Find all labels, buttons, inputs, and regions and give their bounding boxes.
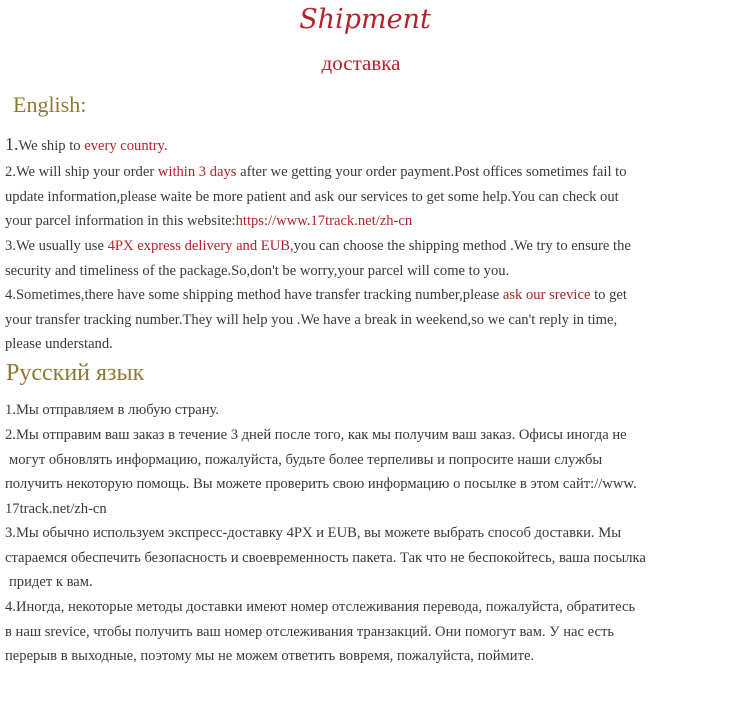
paragraph-text: security and timeliness of the package.So,don't be worry,your parcel will come to you. [5,262,510,279]
paragraph-text: 4.Sometimes,there have some shipping method have transfer tracking number,please [5,287,503,303]
english-paragraph-1 [5,132,745,157]
highlight-text: every country. [84,138,168,154]
page-title: Shipment [299,4,431,35]
page-subtitle: доставка [321,51,401,75]
russian-paragraph-3 [5,521,745,595]
paragraph-text: 2.We will ship your order [5,164,158,180]
russian-paragraph-4 [5,595,745,669]
paragraph-number: 1. [5,134,19,154]
russian-heading: Русский язык [6,360,145,386]
english-paragraph-4 [5,283,745,357]
paragraph-text: 3.We usually use [5,238,108,254]
paragraph-text: please understand. [5,336,113,352]
paragraph-text: придет к вам. [9,574,93,590]
highlight-text: 4PX express delivery and EUB [107,238,290,254]
paragraph-text: могут обновлять информацию, пожалуйста, будьте более терпеливы и попросите наши службы [9,451,603,468]
paragraph-text: 1.Мы отправляем в любую страну. [5,402,220,418]
english-paragraph-3 [5,234,745,283]
paragraph-text: стараемся обеспечить безопасность и своевременность пакета. Так что не беспокойтесь, ваша посылка [5,549,646,566]
paragraph-text: after we getting your order payment.Post offices sometimes fail to [236,164,627,180]
paragraph-text: 17track.net/zh-cn [5,500,107,517]
highlight-text: ask our srevice [502,287,591,303]
english-paragraph-2 [5,160,745,234]
english-heading: English: [13,92,87,117]
paragraph-text: получить некоторую помощь. Вы можете проверить свою информацию о посылке в этом сайт://www. [5,476,637,492]
paragraph-text: 4.Иногда, некоторые методы доставки имеют номер отслеживания перевода, пожалуйста, обратитесь [5,599,636,615]
paragraph-text: в наш srevice, чтобы получить ваш номер отслеживания транзакций. Они помогут вам. У нас есть [5,623,614,640]
russian-paragraph-2 [5,423,745,521]
paragraph-text: your transfer tracking number.They will help you .We have a break in weekend,so we can't reply in time, [5,311,618,328]
highlight-text: within 3 days [157,164,237,180]
paragraph-text: your parcel information in this website: [5,213,236,229]
paragraph-text: ,you can choose the shipping method .We try to ensure the [289,238,631,254]
paragraph-text: update information,please waite be more patient and ask our services to get some help.You can check out [5,188,619,205]
paragraph-text: перерыв в выходные, поэтому мы не можем ответить вовремя, пожалуйста, поймите. [5,648,535,664]
paragraph-text: to get [590,287,627,303]
paragraph-text: We ship to [18,138,85,154]
paragraph-number: 2. [5,427,16,443]
tracking-url: https://www.17track.net/zh-cn [235,213,413,229]
paragraph-text: 3.Мы обычно используем экспресс-доставку 4PX и EUB, вы можете выбрать способ доставки. Мы [5,525,621,541]
paragraph-text: Мы отправим ваш заказ в течение 3 дней после того, как мы получим ваш заказ. Офисы иногда не [15,427,627,443]
russian-paragraph-1 [5,398,745,423]
